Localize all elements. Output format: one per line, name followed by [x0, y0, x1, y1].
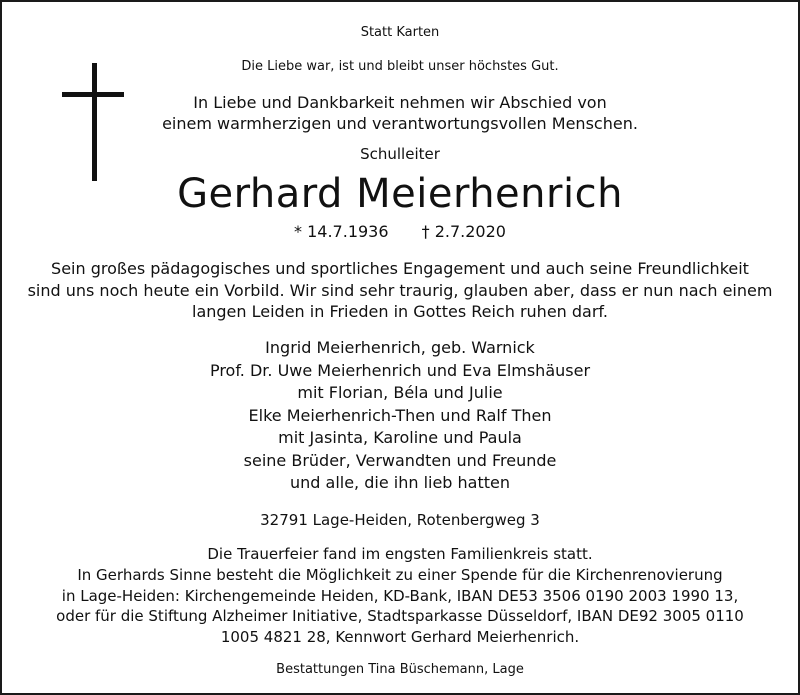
mourner-line: Ingrid Meierhenrich, geb. Warnick — [265, 338, 535, 357]
intro-line-1: In Liebe und Dankbarkeit nehmen wir Abschied von — [193, 93, 607, 112]
death-date: † 2.7.2020 — [421, 222, 506, 241]
statt-karten: Statt Karten — [360, 25, 440, 40]
life-dates — [0, 222, 800, 241]
mourner-line: seine Brüder, Verwandten und Freunde — [243, 451, 557, 470]
notice-line: In Gerhards Sinne besteht die Möglichkeit zu einer Spende für die Kirchenrenovierung — [77, 566, 723, 584]
mourner-line: Elke Meierhenrich-Then und Ralf Then — [248, 406, 552, 425]
motto: Die Liebe war, ist und bleibt unser höchstes Gut. — [241, 59, 559, 74]
birth-date: * 14.7.1936 — [294, 222, 389, 241]
funeral-home: Bestattungen Tina Büschemann, Lage — [276, 662, 524, 677]
tribute-line: langen Leiden in Frieden in Gottes Reich ruhen darf. — [192, 302, 608, 321]
deceased-name: Gerhard Meierhenrich — [177, 171, 623, 217]
notice-line: in Lage-Heiden: Kirchengemeinde Heiden, KD-Bank, IBAN DE53 3506 0190 2003 1990 13, — [61, 587, 739, 605]
address: 32791 Lage-Heiden, Rotenbergweg 3 — [260, 511, 540, 529]
notice-line: oder für die Stiftung Alzheimer Initiative, Stadtsparkasse Düsseldorf, IBAN DE92 3005 0110 — [56, 607, 744, 625]
mourner-line: mit Jasinta, Karoline und Paula — [278, 428, 522, 447]
mourner-line: und alle, die ihn lieb hatten — [289, 473, 511, 492]
mourner-line: mit Florian, Béla und Julie — [297, 383, 503, 402]
deceased-title: Schulleiter — [360, 145, 440, 163]
mourner-line: Prof. Dr. Uwe Meierhenrich und Eva Elmshäuser — [209, 361, 591, 380]
notice-line: Die Trauerfeier fand im engsten Familienkreis statt. — [207, 545, 593, 563]
tribute-line: sind uns noch heute ein Vorbild. Wir sind sehr traurig, glauben aber, dass er nun nach einem — [27, 281, 773, 300]
intro-line-2: einem warmherzigen und verantwortungsvollen Menschen. — [162, 114, 638, 133]
notice-line: 1005 4821 28, Kennwort Gerhard Meierhenrich. — [220, 628, 580, 646]
tribute-line: Sein großes pädagogisches und sportliches Engagement und auch seine Freundlichkeit — [51, 259, 749, 278]
